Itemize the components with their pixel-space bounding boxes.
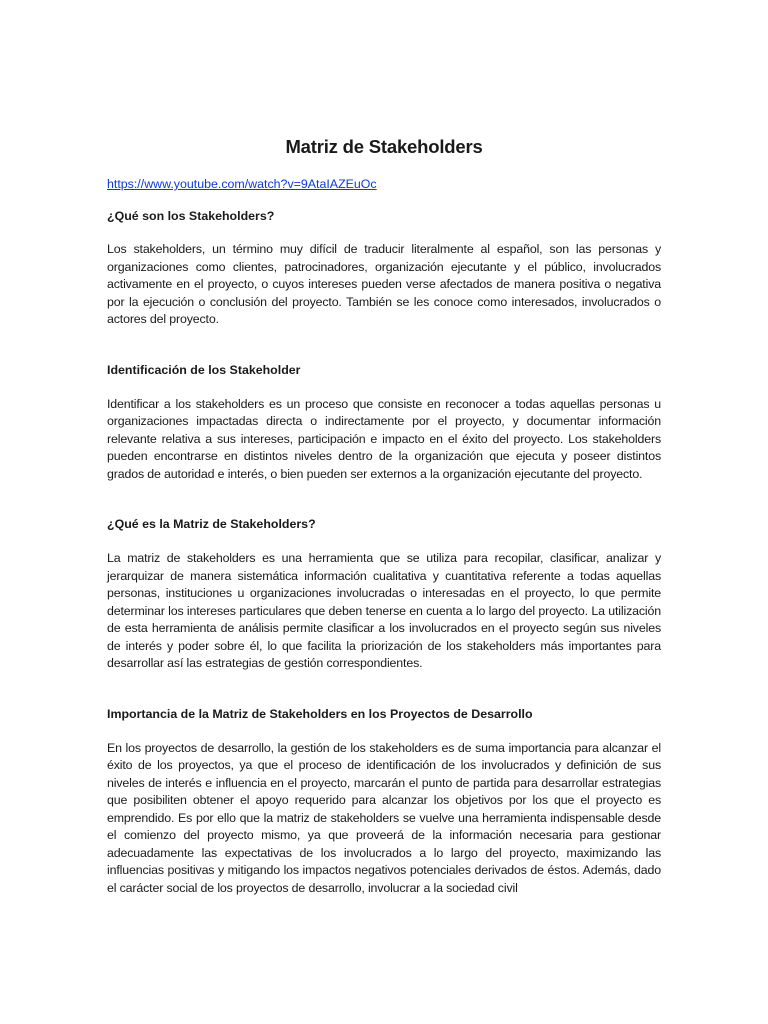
document-page	[107, 136, 661, 897]
section-heading-what-are-stakeholders: ¿Qué son los Stakeholders?	[107, 209, 275, 223]
youtube-link[interactable]: https://www.youtube.com/watch?v=9AtaIAZEuOc	[107, 177, 377, 191]
section-heading-what-is-matrix: ¿Qué es la Matriz de Stakeholders?	[107, 517, 316, 531]
section-body-importance: En los proyectos de desarrollo, la gestión de los stakeholders es de suma importancia para alcanzar el éxito de los proyectos, ya que el proceso de identificación de los involucrados y definición de sus niveles de interés e influencia en el proyecto, marcarán el punto de partida para desarrollar estrategias que posibiliten obtener el apoyo requerido para alcanzar los objetivos por los que el proyecto es emprendido. Es por ello que la matriz de stakeholders se vuelve una herramienta indispensable desde el comienzo del proyecto mismo, ya que proveerá de la información necesaria para gestionar adecuadamente las expectativas de los involucrados a lo largo del proyecto, maximizando las influencias positivas y mitigando los impactos negativos potenciales derivados de éstos. Además, dado el carácter social de los proyectos de desarrollo, involucrar a la sociedad civil	[107, 740, 661, 895]
document-title: Matriz de Stakeholders	[285, 136, 483, 157]
section-body-what-is-matrix: La matriz de stakeholders es una herramienta que se utiliza para recopilar, clasificar, analizar y jerarquizar de manera sistemática información cualitativa y cuantitativa referente a todas aquellas personas, instituciones u organizaciones involucradas o interesadas en el proyecto, lo que permite determinar los intereses particulares que deben tenerse en cuenta a lo largo del proyecto. La utilización de esta herramienta de análisis permite clasificar a los involucrados en el proyecto según sus niveles de interés y poder sobre él, lo que facilita la priorización de los stakeholders más importantes para desarrollar así las estrategias de gestión correspondientes.	[107, 551, 661, 670]
section-body-what-are-stakeholders: Los stakeholders, un término muy difícil de traducir literalmente al español, son las personas y organizaciones como clientes, patrocinadores, organización ejecutante y el público, involucrados activamente en el proyecto, o cuyos intereses pueden verse afectados de manera positiva o negativa por la ejecución o conclusión del proyecto. También se les conoce como interesados, involucrados o actores del proyecto.	[107, 242, 661, 326]
section-heading-importance: Importancia de la Matriz de Stakeholders en los Proyectos de Desarrollo	[107, 706, 533, 721]
section-heading-identification: Identificación de los Stakeholder	[107, 362, 301, 377]
section-body-identification: Identificar a los stakeholders es un proceso que consiste en reconocer a todas aquellas personas u organizaciones impactadas directa o indirectamente por el proyecto, y documentar información relevante relativa a sus intereses, participación e impacto en el éxito del proyecto. Los stakeholders pueden encontrarse en distintos niveles dentro de la organización que ejecuta y poseer distintos grados de autoridad e interés, o bien pueden ser externos a la organización ejecutante del proyecto.	[107, 396, 661, 481]
